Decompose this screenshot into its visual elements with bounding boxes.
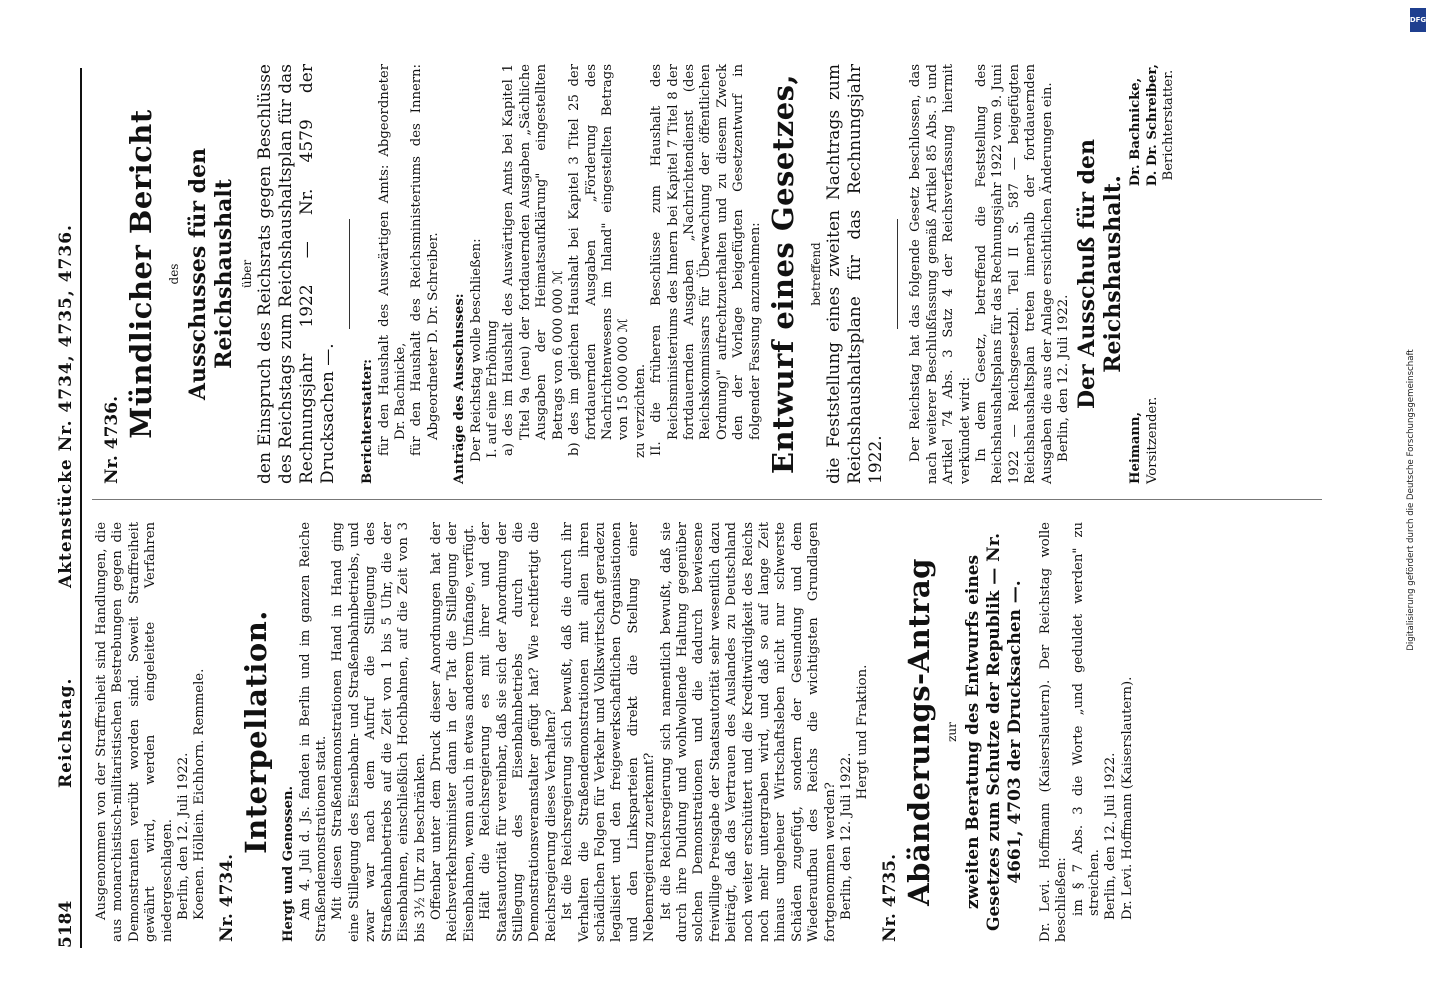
amendment-subtitle: zweiten Beratung des Entwurfs eines Gesetzes zum Schutze der Republik — Nr. 4661, 4703 der Drucksachen —.	[962, 532, 1025, 932]
interpellation-p2: Mit diesen Straßendemonstrationen Hand in Hand ging eine Stillegung des Eisenbahn- und Straßenbahnbetriebs, und zwar war nach dem Aufruf die Stillegung des Straßenbahnbetriebs auf die Zeit von 1 bis 5 Uhr, die der Eisenbahnen, einschließlich Hochbahnen, auf die Zeit von 3 bis 3½ Uhr zu beschränken.	[330, 522, 428, 942]
amendment-text: Dr. Levi. Hoffmann (Kaiserslautern). Der Reichstag wolle beschließen:	[1037, 522, 1070, 942]
section-rule	[349, 219, 350, 329]
chair-role: Vorsitzender.	[1144, 396, 1160, 484]
rapporteur-name-2: D. Dr. Schreiber,	[1144, 64, 1160, 187]
interpellation-p4: Hält die Reichsregierung es mit ihrer und der Staatsautorität für vereinbar, daß sie sich der Anordnung der Stillegung des Eisenbahnbetriebs durch die Demonstrationsveranstalter gefügt hat? Wie rechtfertigt die Reichsregierung dieses Verhalten?	[478, 522, 559, 942]
antrag-i: I. auf eine Erhöhung	[485, 320, 501, 458]
interpellation-p6: Ist die Reichsregierung sich namentlich bewußt, daß sie durch ihre Duldung und wohlwollende Haltung gegenüber solchen Demonstrationen und die dadurch bewiesene freiwillige Preisgabe der Staatsautorität sehr wesentlich dazu beiträgt, daß das Vertrauen des Auslandes zu Deutschland noch weiter erschüttert und die Kreditwürdigkeit des Reichs noch mehr untergraben wird, und daß so auf lange Zeit hinaus ungeheuer Wirtschaftsleben nicht nur schwerste Schäden zugefügt, sondern der Gesundung und dem Wiederaufbau des Reichs die wichtigsten Grundlagen fortgenommen werden?	[658, 522, 838, 942]
antrag-ii: II. die früheren Beschlüsse zum Haushalt des Reichsministeriums des Innern bei Kapitel 7 Titel 8 der fortdauernden Ausgaben „Nachrichtendienst (des Reichskommissars für Überwachung der öffentlichen Ordnung)" aufrechtzuerhalten und zu diesem Zweck den der Vorlage beigefügten Gesetzentwurf in folgender Fassung anzunehmen:	[649, 64, 763, 456]
document-reference: Aktenstücke Nr. 4734, 4735, 4736.	[56, 224, 76, 588]
rapporteur-signature	[1128, 64, 1177, 186]
amendment-signature: Dr. Levi. Hoffmann (Kaiserslautern).	[1119, 676, 1135, 920]
right-column	[94, 64, 1178, 484]
interpellation-p5: Ist die Reichsregierung sich bewußt, daß die durch ihr Verhalten die Straßendemonstrationen mit allen ihren schädlichen Folgen für Verkehr und Volkswirtschaft geradezu legalisiert und den freigewerkschaftlichen Organisationen und den Linksparteien direkt die Stellung einer Nebenregierung zuerkennt?	[560, 522, 658, 942]
interpellation-p1: Am 4. Juli d. Js. fanden in Berlin und im ganzen Reiche Straßendemonstrationen statt.	[297, 522, 330, 942]
rapporteur-name-1: Dr. Bachnicke,	[1128, 77, 1144, 187]
law-paragraph-2: In dem Gesetz, betreffend die Feststellung des Reichshaushaltsplans für das Rechnungsjahr 1922 vom 9. Juni 1922 — Reichsgesetzbl. Teil II S. 587 — beigefügten Reichshaushaltsplan treten innerhalb der fortdauernden Ausgaben die aus der Anlage ersichtlichen Änderungen ein.	[974, 64, 1055, 484]
antraege-intro: Der Reichstag wolle beschließen:	[468, 238, 484, 462]
amendment-date: Berlin, den 12. Juli 1922.	[1103, 752, 1119, 920]
nr-4734-heading: Nr. 4734.	[216, 853, 237, 942]
committee-signature-heading: Der Ausschuß für den Reichshaushalt.	[1074, 139, 1127, 410]
berichterstatter-heading: Berichterstatter:	[360, 359, 376, 484]
column-divider	[92, 499, 1322, 500]
report-des: des	[167, 263, 182, 285]
committee-name: Ausschusses für den Reichshaushalt	[184, 147, 237, 401]
interpellation-signature: Hergt und Fraktion.	[855, 664, 871, 800]
amendment-item: im § 7 Abs. 3 die Worte „und geduldet werden" zu streichen.	[1070, 522, 1102, 916]
nr-4735-heading: Nr. 4735.	[879, 853, 900, 942]
report-ueber: über	[239, 259, 254, 289]
berichterstatter-2: für den Haushalt des Reichsministeriums des Innern: Abgeordneter D. Dr. Schreiber.	[409, 64, 441, 456]
interpellation-p3: Offenbar unter dem Druck dieser Anordnungen hat der Reichsverkehrsminister dann in der Tat die Stillegung der Eisenbahnen, wenn auch in etwas anderem Umfange, verfügt.	[428, 522, 477, 942]
draft-law-title: Entwurf eines Gesetzes,	[765, 73, 800, 475]
antrag-i-end: zu verzichten.	[632, 363, 648, 458]
chair-name: Heimann,	[1128, 411, 1144, 484]
page-header	[58, 68, 82, 948]
interpellation-date: Berlin, den 12. Juli 1922.	[839, 752, 855, 920]
berichterstatter-1: für den Haushalt des Auswärtigen Amts: Abgeordneter Dr. Bachnicke,	[376, 64, 409, 456]
institution-name: Reichstag.	[56, 677, 76, 788]
chair-signature	[1128, 397, 1177, 484]
draft-law-subject: die Feststellung eines zweiten Nachtrags zum Reichshaushaltsplane für das Rechnungsjahr 1922.	[824, 64, 887, 484]
amendment-zur: zur	[945, 722, 960, 742]
digitization-credit-text: Digitalisierung gefördert durch die Deutsche Forschungsgemeinschaft	[1406, 349, 1416, 651]
antraege-heading: Anträge des Ausschusses:	[452, 293, 468, 484]
left-column	[94, 522, 1136, 942]
amendment-title: Abänderungs-Antrag	[902, 558, 937, 906]
interpellation-title: Interpellation.	[239, 610, 274, 854]
law-paragraph-1: Der Reichstag hat das folgende Gesetz beschlossen, das nach weiterer Beschlußfassung gemäß Artikel 85 Abs. 5 und Artikel 74 Abs. 3 Satz 4 der Reichsverfassung hiermit verkündet wird:	[908, 64, 973, 484]
rapporteur-role: Berichterstatter.	[1161, 69, 1177, 181]
section-rule-2	[897, 219, 898, 329]
report-subject: den Einspruch des Reichsrats gegen Beschlüsse des Reichstags zum Reichshaushaltsplan für das Rechnungsjahr 1922 — Nr. 4579 der Drucksachen —.	[255, 64, 339, 484]
report-title: Mündlicher Bericht	[124, 109, 159, 439]
page-number: 5184	[56, 900, 76, 948]
intro-paragraph: Ausgenommen von der Straffreiheit sind Handlungen, die aus monarchistisch-militaristischen Bestrebungen gegen die Demonstranten verübt worden sind. Soweit Straffreiheit gewährt wird, werden eingeleitete Verfahren niedergeschlagen.	[94, 522, 175, 942]
intro-date: Berlin, den 12. Juli 1922.	[176, 752, 192, 920]
interpellation-authors: Hergt und Genossen.	[281, 785, 297, 942]
digitization-credit	[1396, 8, 1426, 992]
antrag-i-b: b) des im gleichen Haushalt bei Kapitel 3 Titel 25 der fortdauernden Ausgaben „Förderung des Nachrichtenwesens im Inland" eingestellten Betrags von 15 000 000 ℳ	[567, 64, 632, 456]
report-date: Berlin, den 12. Juli 1922.	[1056, 294, 1072, 462]
signature-block	[1128, 64, 1177, 484]
intro-signers: Koenen. Höllein. Eichhorn. Remmele.	[192, 668, 208, 920]
dfg-logo: DFG	[1410, 8, 1426, 32]
nr-4736-heading: Nr. 4736.	[102, 395, 122, 484]
antrag-i-a: a) des im Haushalt des Auswärtigen Amts bei Kapitel 1 Titel 9a (neu) der fortdauernden Ausgaben „Sächliche Ausgaben der Heimatsaufklärung" eingestellten Betrags von 6 000 000 ℳ	[501, 64, 566, 456]
draft-law-betreffend: betreffend	[808, 242, 823, 306]
